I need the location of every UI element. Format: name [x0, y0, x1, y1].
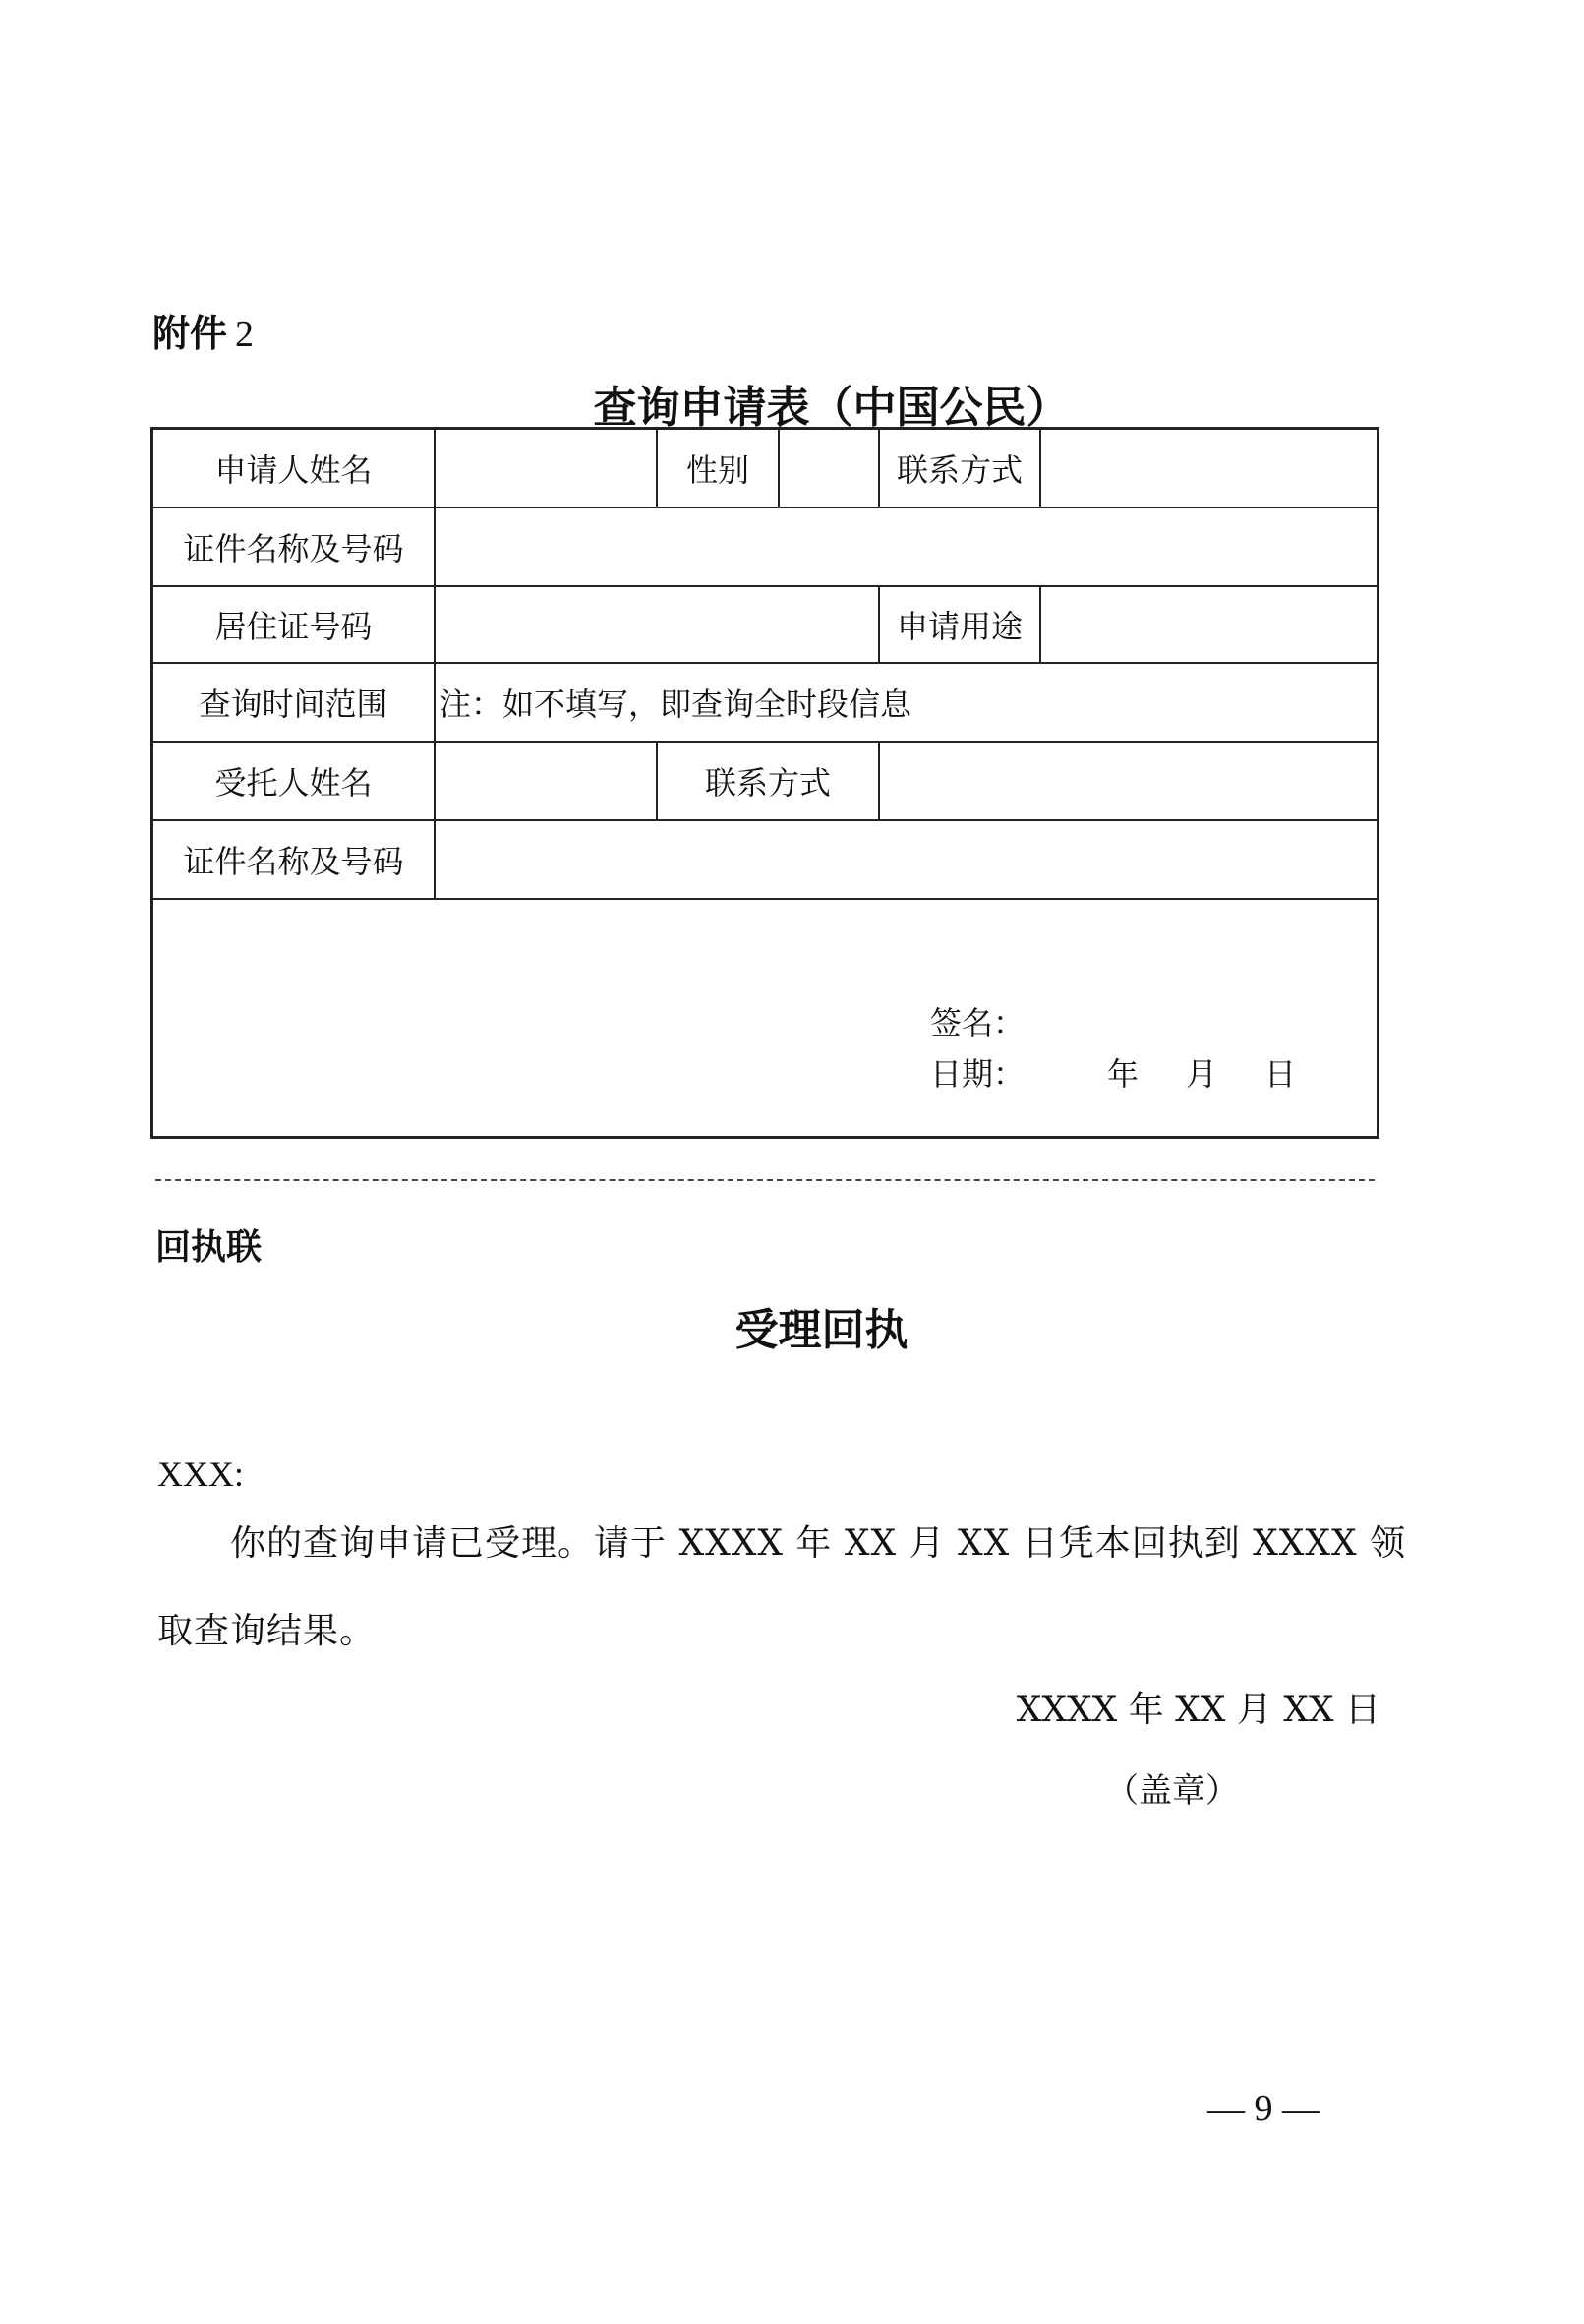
table-row: [153, 821, 1377, 900]
application-form-table: [150, 427, 1379, 1139]
attachment-number: 2: [235, 314, 255, 355]
receipt-issue-date: XXXX 年 XX 月 XX 日: [1016, 1690, 1380, 1730]
residence-permit-label: 居住证号码: [153, 587, 436, 662]
purpose-label: 申请用途: [880, 587, 1041, 662]
receipt-body-line-2: 取查询结果。: [157, 1611, 377, 1651]
id-doc-label: 证件名称及号码: [153, 508, 436, 585]
agent-contact-field[interactable]: [880, 743, 1377, 819]
gender-field[interactable]: [780, 430, 880, 507]
table-row: [153, 587, 1377, 664]
time-range-note[interactable]: 注：如不填写，即查询全时段信息: [440, 685, 912, 723]
time-range-label: 查询时间范围: [153, 664, 436, 741]
cut-line-divider: [155, 1179, 1375, 1181]
agent-id-doc-label: 证件名称及号码: [153, 821, 436, 898]
day-label: 日: [1264, 1055, 1297, 1093]
table-row: [153, 664, 1377, 743]
applicant-name-label: 申请人姓名: [153, 430, 436, 507]
table-row: [153, 743, 1377, 821]
receipt-body-line-1: 你的查询申请已受理。请于 XXXX 年 XX 月 XX 日凭本回执到 XXXX 领: [230, 1523, 1407, 1564]
attachment-label: [152, 303, 254, 357]
signature-area[interactable]: [153, 900, 1377, 1136]
form-title: 查询申请表（中国公民）: [593, 383, 1070, 433]
applicant-name-field[interactable]: [436, 430, 658, 507]
agent-contact-label: 联系方式: [658, 743, 880, 819]
signature-label: 签名：: [930, 1004, 1026, 1042]
gender-label: 性别: [658, 430, 780, 507]
page-number: — 9 —: [1207, 2088, 1320, 2129]
attachment-text: 附件: [152, 312, 228, 355]
purpose-field[interactable]: [1041, 587, 1377, 662]
agent-name-field[interactable]: [436, 743, 658, 819]
contact-label: 联系方式: [880, 430, 1041, 507]
date-label: 日期：: [930, 1055, 1026, 1093]
table-row: [153, 430, 1377, 508]
agent-name-label: 受托人姓名: [153, 743, 436, 819]
receipt-stamp-label: （盖章）: [1105, 1771, 1239, 1811]
table-row: [153, 508, 1377, 587]
residence-permit-field[interactable]: [436, 587, 880, 662]
id-doc-field[interactable]: [436, 508, 1377, 585]
receipt-addressee: XXX:: [157, 1455, 244, 1494]
year-label: 年: [1107, 1055, 1140, 1093]
month-label: 月: [1186, 1055, 1218, 1093]
contact-field[interactable]: [1041, 430, 1377, 507]
receipt-section-label: 回执联: [155, 1227, 263, 1268]
receipt-title: 受理回执: [734, 1305, 909, 1355]
agent-id-doc-field[interactable]: [436, 821, 1377, 898]
